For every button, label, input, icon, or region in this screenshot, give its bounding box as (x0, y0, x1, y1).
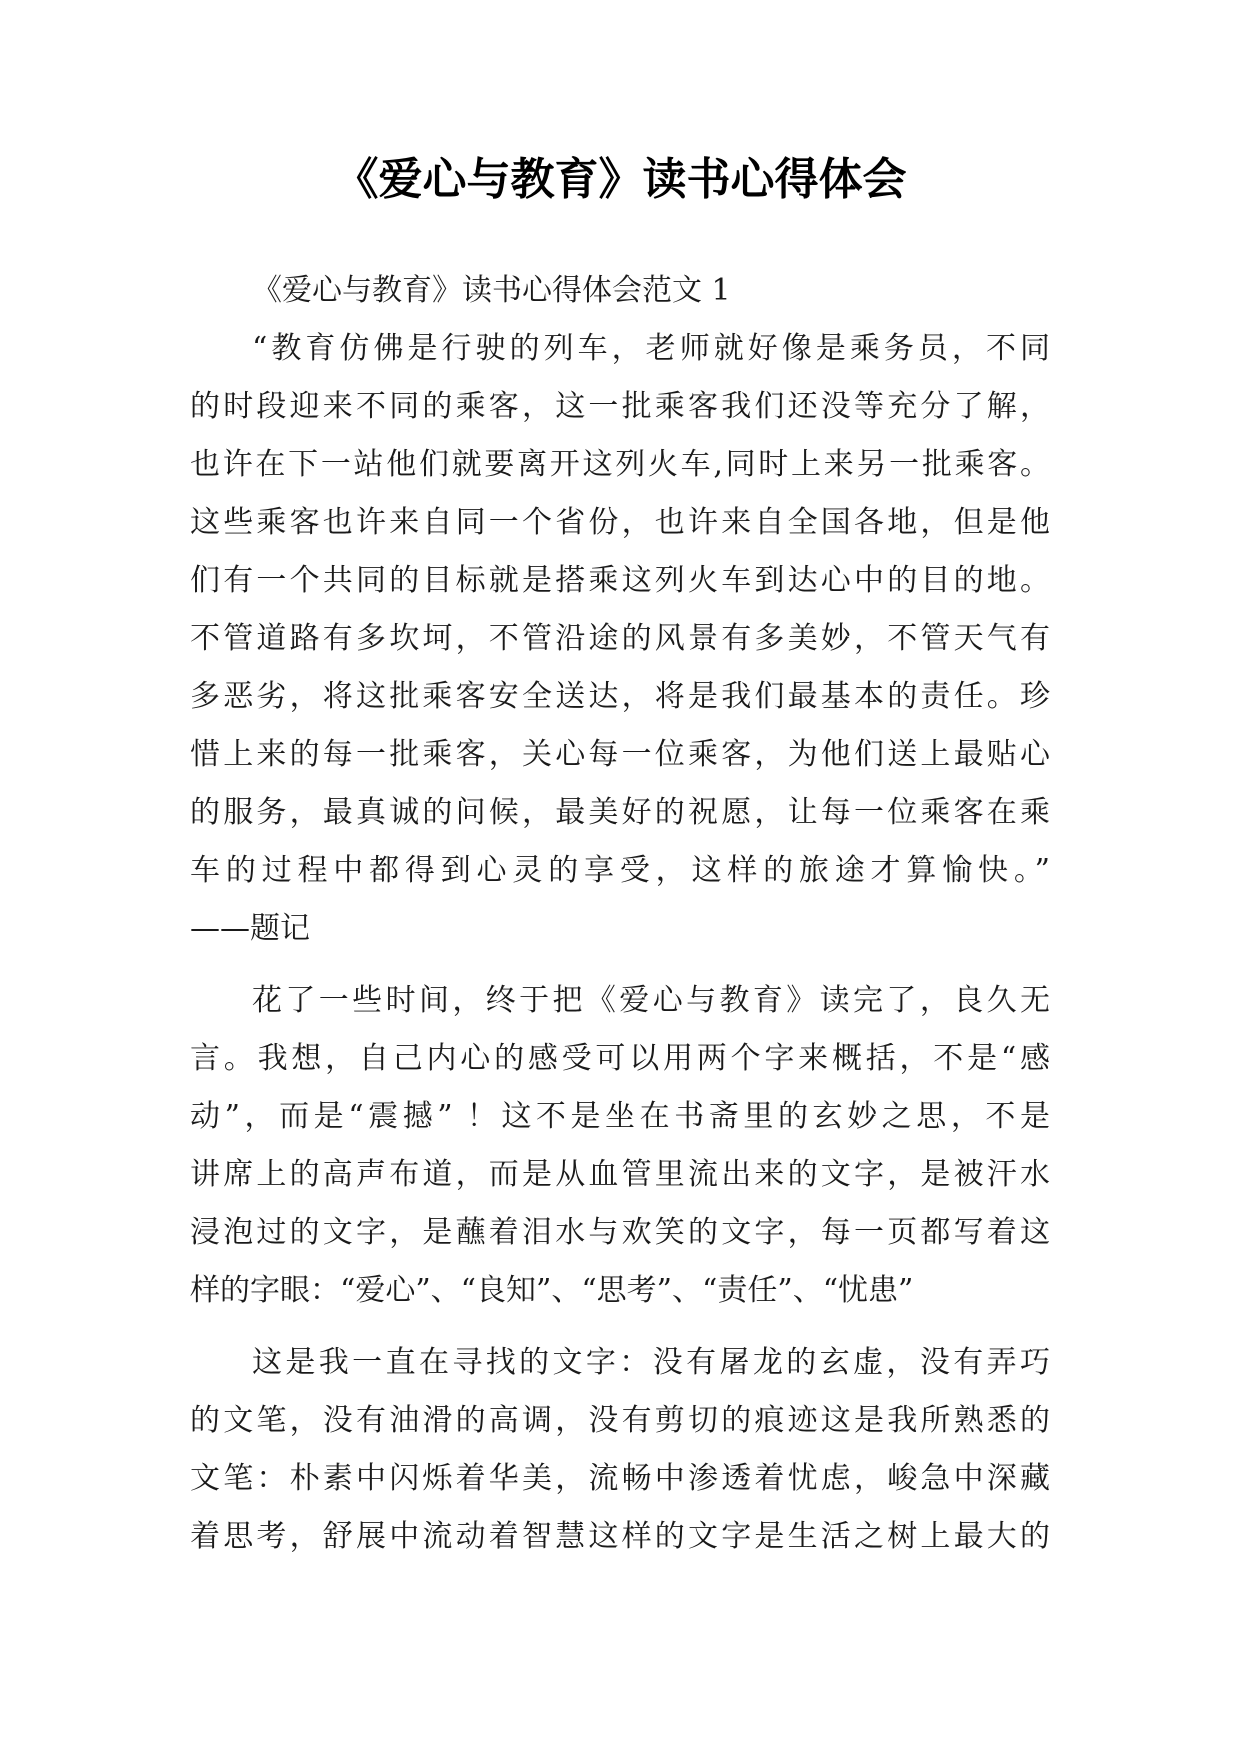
text-line: 讲席上的高声布道，而是从血管里流出来的文字，是被汗水 (190, 1157, 1050, 1192)
paragraph-epigraph (190, 320, 1050, 958)
text-line: 车的过程中都得到心灵的享受，这样的旅途才算愉快。” (190, 853, 1050, 888)
text-line: 这是我一直在寻找的文字：没有屠龙的玄虚，没有弄巧 (252, 1345, 1050, 1380)
text-line: 着思考，舒展中流动着智慧这样的文字是生活之树上最大的 (190, 1519, 1050, 1554)
text-line: 的文笔，没有油滑的高调，没有剪切的痕迹这是我所熟悉的 (190, 1403, 1050, 1438)
document-body (190, 262, 1050, 1566)
text-line: 多恶劣，将这批乘客安全送达，将是我们最基本的责任。珍 (190, 679, 1050, 714)
paragraph-gap (190, 1320, 1050, 1334)
text-line: 文笔：朴素中闪烁着华美，流畅中渗透着忧虑，峻急中深藏 (190, 1461, 1050, 1496)
text-line: 花了一些时间，终于把《爱心与教育》读完了，良久无 (252, 983, 1050, 1018)
text-line: 惜上来的每一批乘客，关心每一位乘客，为他们送上最贴心 (190, 737, 1050, 772)
text-line: 这些乘客也许来自同一个省份，也许来自全国各地，但是他 (190, 505, 1050, 540)
text-line: 不管道路有多坎坷，不管沿途的风景有多美妙，不管天气有 (190, 621, 1050, 656)
subheading: 《爱心与教育》读书心得体会范文 1 (252, 273, 731, 308)
text-line: “教育仿佛是行驶的列车，老师就好像是乘务员，不同 (252, 331, 1050, 366)
text-line: 动”，而是“震撼” ！这不是坐在书斋里的玄妙之思，不是 (190, 1099, 1050, 1134)
text-line: 浸泡过的文字，是蘸着泪水与欢笑的文字，每一页都写着这 (190, 1215, 1050, 1250)
text-line: 的服务，最真诚的问候，最美好的祝愿，让每一位乘客在乘 (190, 795, 1050, 830)
text-line: 的时段迎来不同的乘客，这一批乘客我们还没等充分了解， (190, 389, 1050, 424)
paragraph-gap (190, 958, 1050, 972)
text-line: 也许在下一站他们就要离开这列火车,同时上来另一批乘客。 (190, 447, 1050, 482)
paragraph-2 (190, 972, 1050, 1320)
document-title: 《爱心与教育》读书心得体会 (334, 154, 907, 205)
paragraph-3 (190, 1334, 1050, 1566)
text-line: 样的字眼：“爱心”、“良知”、“思考”、“责任”、“忧患” (190, 1273, 914, 1308)
epigraph-attribution: ——题记 (190, 911, 310, 946)
text-line: 言。我想，自己内心的感受可以用两个字来概括，不是“感 (190, 1041, 1050, 1076)
text-line: 们有一个共同的目标就是搭乘这列火车到达心中的目的地。 (190, 563, 1050, 598)
